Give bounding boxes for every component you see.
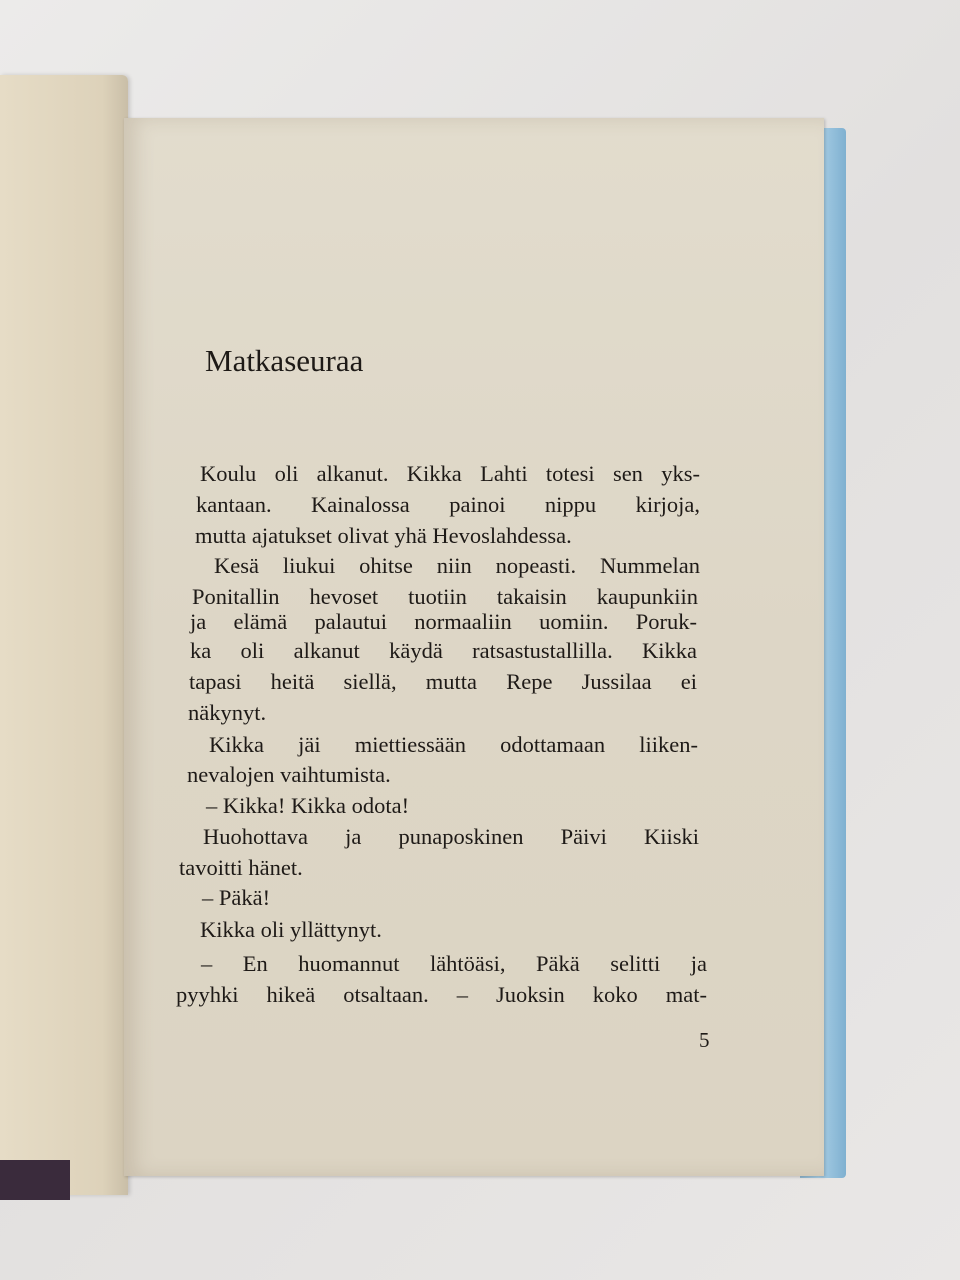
page-number: 5 bbox=[699, 1028, 710, 1052]
text-line: Kikka oli yllättynyt. bbox=[200, 917, 382, 942]
text-line: Ponitallin hevoset tuotiin takaisin kaupunkiin bbox=[192, 584, 698, 609]
text-line: tapasi heitä siellä, mutta Repe Jussilaa ei bbox=[189, 669, 697, 694]
text-line: Kikka jäi miettiessään odottamaan liiken- bbox=[209, 732, 698, 757]
text-line: – En huomannut lähtöäsi, Päkä selitti ja bbox=[201, 951, 707, 976]
text-line: ja elämä palautui normaaliin uomiin. Poruk- bbox=[190, 609, 697, 634]
text-line: – Päkä! bbox=[202, 885, 271, 910]
text-line: nevalojen vaihtumista. bbox=[187, 762, 391, 787]
text-line: Koulu oli alkanut. Kikka Lahti totesi sen yks- bbox=[200, 461, 700, 486]
text-line: näkynyt. bbox=[188, 700, 267, 725]
text-line: Huohottava ja punaposkinen Päivi Kiiski bbox=[203, 824, 699, 849]
text-line: – Kikka! Kikka odota! bbox=[206, 793, 410, 818]
book-cover-edge bbox=[0, 1160, 70, 1200]
text-line: mutta ajatukset olivat yhä Hevoslahdessa. bbox=[195, 523, 572, 548]
chapter-title: Matkaseuraa bbox=[205, 343, 364, 378]
text-line: Kesä liukui ohitse niin nopeasti. Nummelan bbox=[214, 553, 700, 578]
text-line: kantaan. Kainalossa painoi nippu kirjoja, bbox=[196, 492, 700, 517]
text-line: tavoitti hänet. bbox=[179, 855, 303, 880]
left-page bbox=[0, 75, 128, 1195]
text-line: pyyhki hikeä otsaltaan. – Juoksin koko mat- bbox=[176, 982, 707, 1007]
text-line: ka oli alkanut käydä ratsastustallilla. Kikka bbox=[190, 638, 697, 663]
